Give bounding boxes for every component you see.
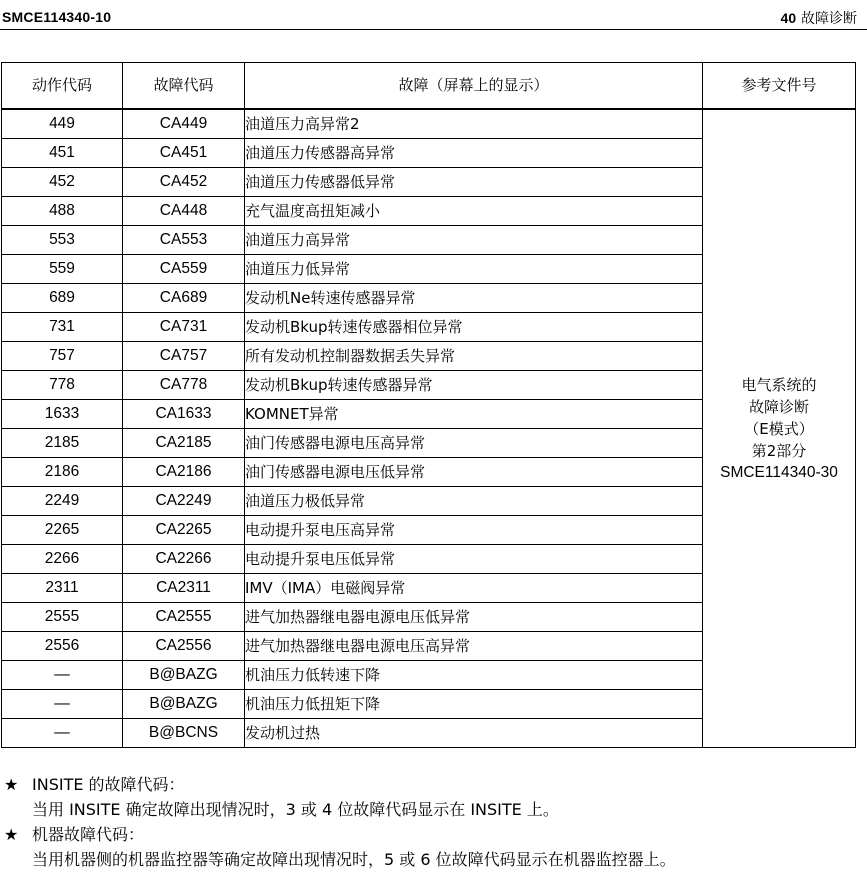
- fault-description-cell: 油门传感器电源电压低异常: [245, 458, 703, 487]
- action-code-cell: —: [2, 661, 123, 690]
- table-header-row: [2, 63, 856, 110]
- fault-code-cell: CA689: [123, 284, 245, 313]
- action-code-cell: 2266: [2, 545, 123, 574]
- column-header-action-code: 动作代码: [2, 63, 123, 110]
- fault-description-cell: 油道压力传感器低异常: [245, 168, 703, 197]
- reference-line4: 第2部分: [751, 441, 807, 460]
- fault-description-cell: 机油压力低转速下降: [245, 661, 703, 690]
- section-heading: [781, 8, 857, 28]
- fault-description-cell: 电动提升泵电压高异常: [245, 516, 703, 545]
- action-code-cell: —: [2, 690, 123, 719]
- note-insite-text-line: [4, 797, 859, 822]
- note-machine-text-line: [4, 847, 859, 872]
- fault-code-cell: CA1633: [123, 400, 245, 429]
- fault-code-cell: CA2265: [123, 516, 245, 545]
- fault-description-cell: 充气温度高扭矩减小: [245, 197, 703, 226]
- fault-description-cell: 机油压力低扭矩下降: [245, 690, 703, 719]
- action-code-cell: 757: [2, 342, 123, 371]
- action-code-cell: 451: [2, 139, 123, 168]
- column-header-reference-doc: 参考文件号: [703, 63, 856, 110]
- reference-line3: （E模式）: [744, 419, 814, 438]
- fault-description-cell: KOMNET异常: [245, 400, 703, 429]
- fault-code-cell: CA2555: [123, 603, 245, 632]
- fault-description-cell: 油道压力低异常: [245, 255, 703, 284]
- fault-description-cell: 发动机Bkup转速传感器相位异常: [245, 313, 703, 342]
- action-code-cell: 449: [2, 109, 123, 139]
- star-icon: ★: [4, 775, 19, 794]
- doc-code: SMCE114340-10: [2, 9, 112, 25]
- action-code-cell: 778: [2, 371, 123, 400]
- fault-description-cell: 进气加热器继电器电源电压低异常: [245, 603, 703, 632]
- fault-description-cell: IMV（IMA）电磁阀异常: [245, 574, 703, 603]
- page-header: [0, 0, 867, 30]
- section-title: 故障诊断: [801, 11, 857, 27]
- action-code-cell: 2311: [2, 574, 123, 603]
- fault-code-cell: CA778: [123, 371, 245, 400]
- action-code-cell: 2186: [2, 458, 123, 487]
- fault-code-cell: CA451: [123, 139, 245, 168]
- note-machine-text: 当用机器侧的机器监控器等确定故障出现情况时，5 或 6 位故障代码显示在机器监控器上。: [32, 850, 676, 869]
- fault-code-cell: CA553: [123, 226, 245, 255]
- fault-code-cell: B@BCNS: [123, 719, 245, 748]
- star-icon: ★: [4, 825, 19, 844]
- fault-description-cell: 油道压力高异常: [245, 226, 703, 255]
- column-header-fault-description: 故障（屏幕上的显示）: [245, 63, 703, 110]
- reference-line1: 电气系统的: [741, 375, 817, 394]
- fault-description-cell: 油门传感器电源电压高异常: [245, 429, 703, 458]
- fault-code-cell: CA2311: [123, 574, 245, 603]
- note-insite-title: INSITE 的故障代码：: [32, 775, 185, 794]
- fault-code-cell: CA2186: [123, 458, 245, 487]
- reference-line5: SMCE114340-30: [720, 463, 838, 481]
- fault-code-cell: CA2185: [123, 429, 245, 458]
- action-code-cell: 452: [2, 168, 123, 197]
- fault-description-cell: 发动机Bkup转速传感器异常: [245, 371, 703, 400]
- reference-doc-cell: [703, 109, 856, 748]
- fault-code-cell: CA452: [123, 168, 245, 197]
- fault-description-cell: 电动提升泵电压低异常: [245, 545, 703, 574]
- fault-code-cell: CA2266: [123, 545, 245, 574]
- action-code-cell: 2555: [2, 603, 123, 632]
- action-code-cell: 2265: [2, 516, 123, 545]
- fault-code-cell: CA757: [123, 342, 245, 371]
- fault-description-cell: 油道压力高异常2: [245, 109, 703, 139]
- note-insite-title-line: [4, 772, 859, 797]
- action-code-cell: 2556: [2, 632, 123, 661]
- action-code-cell: 553: [2, 226, 123, 255]
- fault-description-cell: 发动机Ne转速传感器异常: [245, 284, 703, 313]
- table-row: [2, 109, 856, 139]
- section-number: 40: [780, 10, 797, 26]
- fault-description-cell: 油道压力传感器高异常: [245, 139, 703, 168]
- action-code-cell: 689: [2, 284, 123, 313]
- fault-code-cell: CA448: [123, 197, 245, 226]
- action-code-cell: 1633: [2, 400, 123, 429]
- reference-line2: 故障诊断: [748, 397, 809, 416]
- fault-code-cell: CA731: [123, 313, 245, 342]
- fault-code-table: [1, 62, 856, 748]
- fault-description-cell: 所有发动机控制器数据丢失异常: [245, 342, 703, 371]
- table-body: [2, 109, 856, 748]
- action-code-cell: 2249: [2, 487, 123, 516]
- fault-description-cell: 油道压力极低异常: [245, 487, 703, 516]
- note-machine-title-line: [4, 822, 859, 847]
- fault-code-cell: B@BAZG: [123, 661, 245, 690]
- action-code-cell: 559: [2, 255, 123, 284]
- note-machine-title: 机器故障代码：: [32, 825, 145, 844]
- fault-description-cell: 进气加热器继电器电源电压高异常: [245, 632, 703, 661]
- action-code-cell: —: [2, 719, 123, 748]
- note-insite-text: 当用 INSITE 确定故障出现情况时，3 或 4 位故障代码显示在 INSITE 上。: [32, 800, 559, 819]
- fault-code-cell: CA2249: [123, 487, 245, 516]
- action-code-cell: 2185: [2, 429, 123, 458]
- fault-code-cell: CA449: [123, 109, 245, 139]
- fault-code-cell: CA559: [123, 255, 245, 284]
- notes-section: [4, 772, 859, 872]
- fault-code-cell: B@BAZG: [123, 690, 245, 719]
- action-code-cell: 731: [2, 313, 123, 342]
- fault-code-cell: CA2556: [123, 632, 245, 661]
- column-header-fault-code: 故障代码: [123, 63, 245, 110]
- fault-description-cell: 发动机过热: [245, 719, 703, 748]
- action-code-cell: 488: [2, 197, 123, 226]
